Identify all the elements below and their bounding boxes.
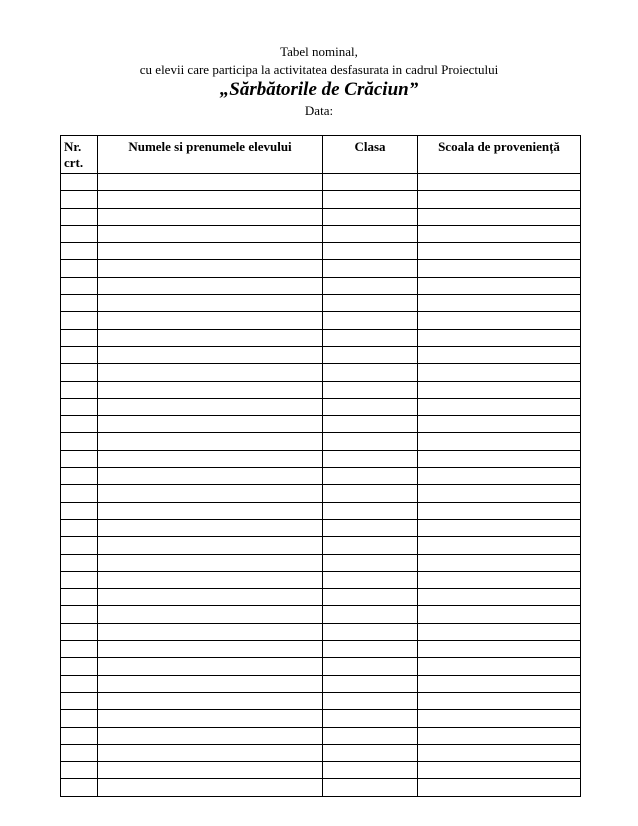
cell-school [418, 744, 581, 761]
table-row [61, 450, 581, 467]
cell-name [98, 623, 323, 640]
cell-class [323, 710, 418, 727]
cell-nr [61, 450, 98, 467]
cell-nr [61, 468, 98, 485]
cell-name [98, 554, 323, 571]
roster-table [60, 135, 581, 797]
cell-school [418, 606, 581, 623]
cell-name [98, 468, 323, 485]
cell-class [323, 502, 418, 519]
cell-nr [61, 191, 98, 208]
document-heading: Tabel nominal, [280, 44, 358, 59]
cell-class [323, 364, 418, 381]
cell-class [323, 571, 418, 588]
cell-school [418, 623, 581, 640]
table-row [61, 537, 581, 554]
table-row [61, 641, 581, 658]
cell-class [323, 606, 418, 623]
cell-nr [61, 502, 98, 519]
cell-name [98, 260, 323, 277]
table-row [61, 174, 581, 191]
cell-school [418, 658, 581, 675]
cell-school [418, 779, 581, 796]
cell-name [98, 364, 323, 381]
cell-class [323, 762, 418, 779]
cell-nr [61, 623, 98, 640]
cell-school [418, 433, 581, 450]
cell-class [323, 554, 418, 571]
cell-class [323, 468, 418, 485]
cell-class [323, 675, 418, 692]
table-row [61, 519, 581, 536]
cell-school [418, 191, 581, 208]
cell-nr [61, 381, 98, 398]
table-row [61, 398, 581, 415]
table-row [61, 554, 581, 571]
cell-school [418, 208, 581, 225]
cell-name [98, 571, 323, 588]
cell-class [323, 589, 418, 606]
cell-nr [61, 364, 98, 381]
table-row [61, 762, 581, 779]
cell-name [98, 329, 323, 346]
cell-class [323, 312, 418, 329]
table-row [61, 277, 581, 294]
cell-name [98, 606, 323, 623]
cell-name [98, 346, 323, 363]
project-title: „Sărbătorile de Crăciun” [219, 79, 419, 100]
cell-name [98, 208, 323, 225]
table-body [61, 174, 581, 797]
cell-nr [61, 779, 98, 796]
cell-class [323, 450, 418, 467]
cell-nr [61, 260, 98, 277]
cell-school [418, 485, 581, 502]
cell-school [418, 762, 581, 779]
cell-school [418, 174, 581, 191]
cell-class [323, 744, 418, 761]
cell-class [323, 398, 418, 415]
cell-name [98, 433, 323, 450]
cell-nr [61, 571, 98, 588]
table-row [61, 295, 581, 312]
cell-name [98, 675, 323, 692]
cell-name [98, 277, 323, 294]
cell-name [98, 762, 323, 779]
cell-school [418, 537, 581, 554]
cell-class [323, 260, 418, 277]
cell-school [418, 589, 581, 606]
cell-class [323, 537, 418, 554]
cell-class [323, 623, 418, 640]
cell-name [98, 692, 323, 709]
table-row [61, 658, 581, 675]
cell-name [98, 519, 323, 536]
cell-name [98, 295, 323, 312]
cell-nr [61, 675, 98, 692]
cell-name [98, 485, 323, 502]
cell-school [418, 416, 581, 433]
table-row [61, 468, 581, 485]
table-row [61, 329, 581, 346]
cell-nr [61, 762, 98, 779]
date-label: Data: [304, 103, 334, 118]
cell-class [323, 329, 418, 346]
cell-name [98, 174, 323, 191]
cell-school [418, 260, 581, 277]
cell-nr [61, 208, 98, 225]
cell-class [323, 208, 418, 225]
table-row [61, 623, 581, 640]
cell-name [98, 243, 323, 260]
cell-class [323, 779, 418, 796]
cell-class [323, 381, 418, 398]
cell-name [98, 589, 323, 606]
table-row [61, 243, 581, 260]
table-row [61, 416, 581, 433]
cell-school [418, 571, 581, 588]
cell-school [418, 398, 581, 415]
cell-school [418, 225, 581, 242]
cell-name [98, 398, 323, 415]
cell-school [418, 277, 581, 294]
cell-class [323, 727, 418, 744]
cell-class [323, 433, 418, 450]
table-row [61, 675, 581, 692]
table-row [61, 744, 581, 761]
cell-school [418, 312, 581, 329]
cell-school [418, 243, 581, 260]
cell-school [418, 295, 581, 312]
cell-school [418, 554, 581, 571]
table-row [61, 208, 581, 225]
cell-name [98, 727, 323, 744]
table-header-row [61, 136, 581, 174]
cell-nr [61, 329, 98, 346]
cell-name [98, 744, 323, 761]
cell-name [98, 537, 323, 554]
cell-name [98, 502, 323, 519]
cell-nr [61, 346, 98, 363]
cell-nr [61, 225, 98, 242]
cell-name [98, 641, 323, 658]
cell-nr [61, 398, 98, 415]
cell-nr [61, 692, 98, 709]
cell-class [323, 416, 418, 433]
table-row [61, 312, 581, 329]
cell-school [418, 727, 581, 744]
cell-class [323, 191, 418, 208]
cell-class [323, 174, 418, 191]
cell-name [98, 710, 323, 727]
cell-name [98, 191, 323, 208]
cell-nr [61, 243, 98, 260]
cell-nr [61, 589, 98, 606]
table-row [61, 779, 581, 796]
cell-class [323, 641, 418, 658]
cell-nr [61, 174, 98, 191]
cell-class [323, 243, 418, 260]
cell-school [418, 468, 581, 485]
cell-nr [61, 433, 98, 450]
table-row [61, 502, 581, 519]
cell-nr [61, 658, 98, 675]
cell-class [323, 225, 418, 242]
table-row [61, 727, 581, 744]
cell-nr [61, 277, 98, 294]
table-row [61, 433, 581, 450]
cell-school [418, 346, 581, 363]
cell-nr [61, 744, 98, 761]
column-header-name: Numele si prenumele elevului [98, 136, 323, 174]
table-row [61, 571, 581, 588]
column-header-school: Scoala de proveniență [418, 136, 581, 174]
cell-nr [61, 710, 98, 727]
cell-name [98, 658, 323, 675]
table-row [61, 710, 581, 727]
cell-nr [61, 606, 98, 623]
cell-nr [61, 416, 98, 433]
cell-class [323, 519, 418, 536]
cell-nr [61, 641, 98, 658]
cell-class [323, 295, 418, 312]
table-row [61, 191, 581, 208]
cell-name [98, 312, 323, 329]
table-row [61, 346, 581, 363]
table-row [61, 589, 581, 606]
cell-class [323, 692, 418, 709]
cell-school [418, 641, 581, 658]
cell-name [98, 450, 323, 467]
cell-school [418, 710, 581, 727]
cell-school [418, 692, 581, 709]
cell-school [418, 675, 581, 692]
table-row [61, 381, 581, 398]
cell-class [323, 658, 418, 675]
cell-name [98, 225, 323, 242]
cell-nr [61, 519, 98, 536]
cell-name [98, 416, 323, 433]
cell-nr [61, 537, 98, 554]
cell-name [98, 779, 323, 796]
column-header-class: Clasa [323, 136, 418, 174]
cell-school [418, 364, 581, 381]
cell-nr [61, 312, 98, 329]
cell-name [98, 381, 323, 398]
cell-nr [61, 727, 98, 744]
table-row [61, 364, 581, 381]
cell-school [418, 519, 581, 536]
cell-school [418, 450, 581, 467]
table-row [61, 485, 581, 502]
cell-school [418, 329, 581, 346]
cell-class [323, 485, 418, 502]
document-subheading: cu elevii care participa la activitatea desfasurata in cadrul Proiectului [139, 62, 499, 77]
column-header-nr: Nr. crt. [61, 136, 98, 174]
cell-school [418, 381, 581, 398]
table-row [61, 225, 581, 242]
cell-nr [61, 485, 98, 502]
table-row [61, 606, 581, 623]
cell-class [323, 346, 418, 363]
cell-class [323, 277, 418, 294]
cell-nr [61, 554, 98, 571]
table-row [61, 260, 581, 277]
cell-nr [61, 295, 98, 312]
table-row [61, 692, 581, 709]
cell-school [418, 502, 581, 519]
